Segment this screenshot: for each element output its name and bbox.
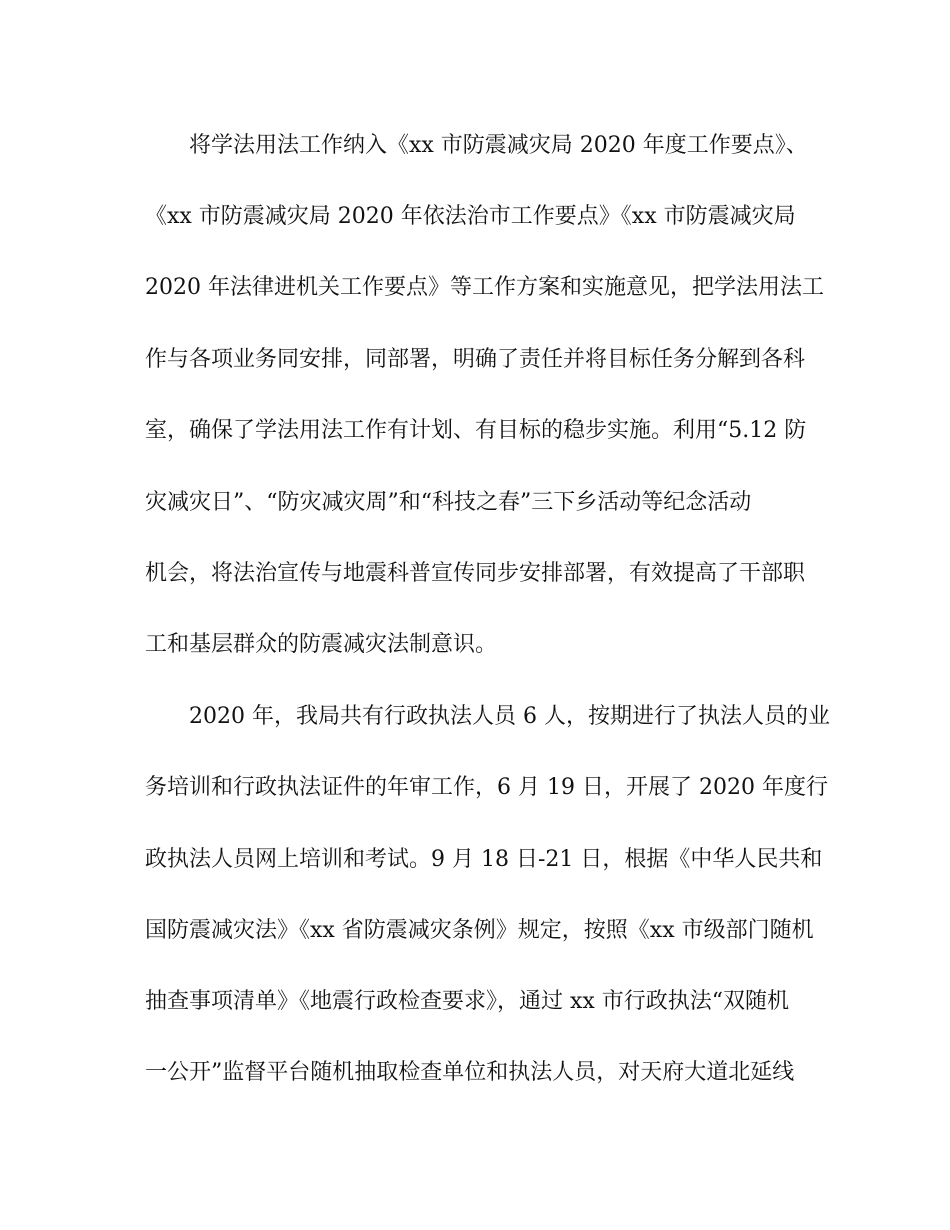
paragraph-line: 国防震减灾法》《xx 省防震减灾条例》规定，按照《xx 市级部门随机 xyxy=(145,918,814,943)
paragraph-line: 务培训和行政执法证件的年审工作，6 月 19 日，开展了 2020 年度行 xyxy=(145,775,828,800)
paragraph-line: 政执法人员网上培训和考试。9 月 18 日-21 日，根据《中华人民共和 xyxy=(145,847,823,872)
paragraph-line: 抽查事项清单》《地震行政检查要求》，通过 xx 市行政执法“双随机 xyxy=(145,989,790,1014)
paragraph-line: 将学法用法工作纳入《xx 市防震减灾局 2020 年度工作要点》、 xyxy=(189,133,808,158)
paragraph-line: 工和基层群众的防震减灾法制意识。 xyxy=(145,632,498,657)
paragraph-line: 机会，将法治宣传与地震科普宣传同步安排部署，有效提高了干部职 xyxy=(145,561,806,586)
paragraph-line: 2020 年法律进机关工作要点》等工作方案和实施意见，把学法用法工 xyxy=(145,275,824,300)
paragraph-line: 作与各项业务同安排，同部署，明确了责任并将目标任务分解到各科 xyxy=(145,347,806,372)
paragraph-line: 灾减灾日”、“防灾减灾周”和“科技之春”三下乡活动等纪念活动 xyxy=(145,490,752,515)
paragraph-line: 室，确保了学法用法工作有计划、有目标的稳步实施。利用“5.12 防 xyxy=(145,418,807,443)
paragraph-line: 2020 年，我局共有行政执法人员 6 人，按期进行了执法人员的业 xyxy=(189,704,830,729)
paragraph-line: 《xx 市防震减灾局 2020 年依法治市工作要点》《xx 市防震减灾局 xyxy=(145,204,796,229)
paragraph-line: 一公开”监督平台随机抽取检查单位和执法人员，对天府大道北延线 xyxy=(145,1060,795,1085)
